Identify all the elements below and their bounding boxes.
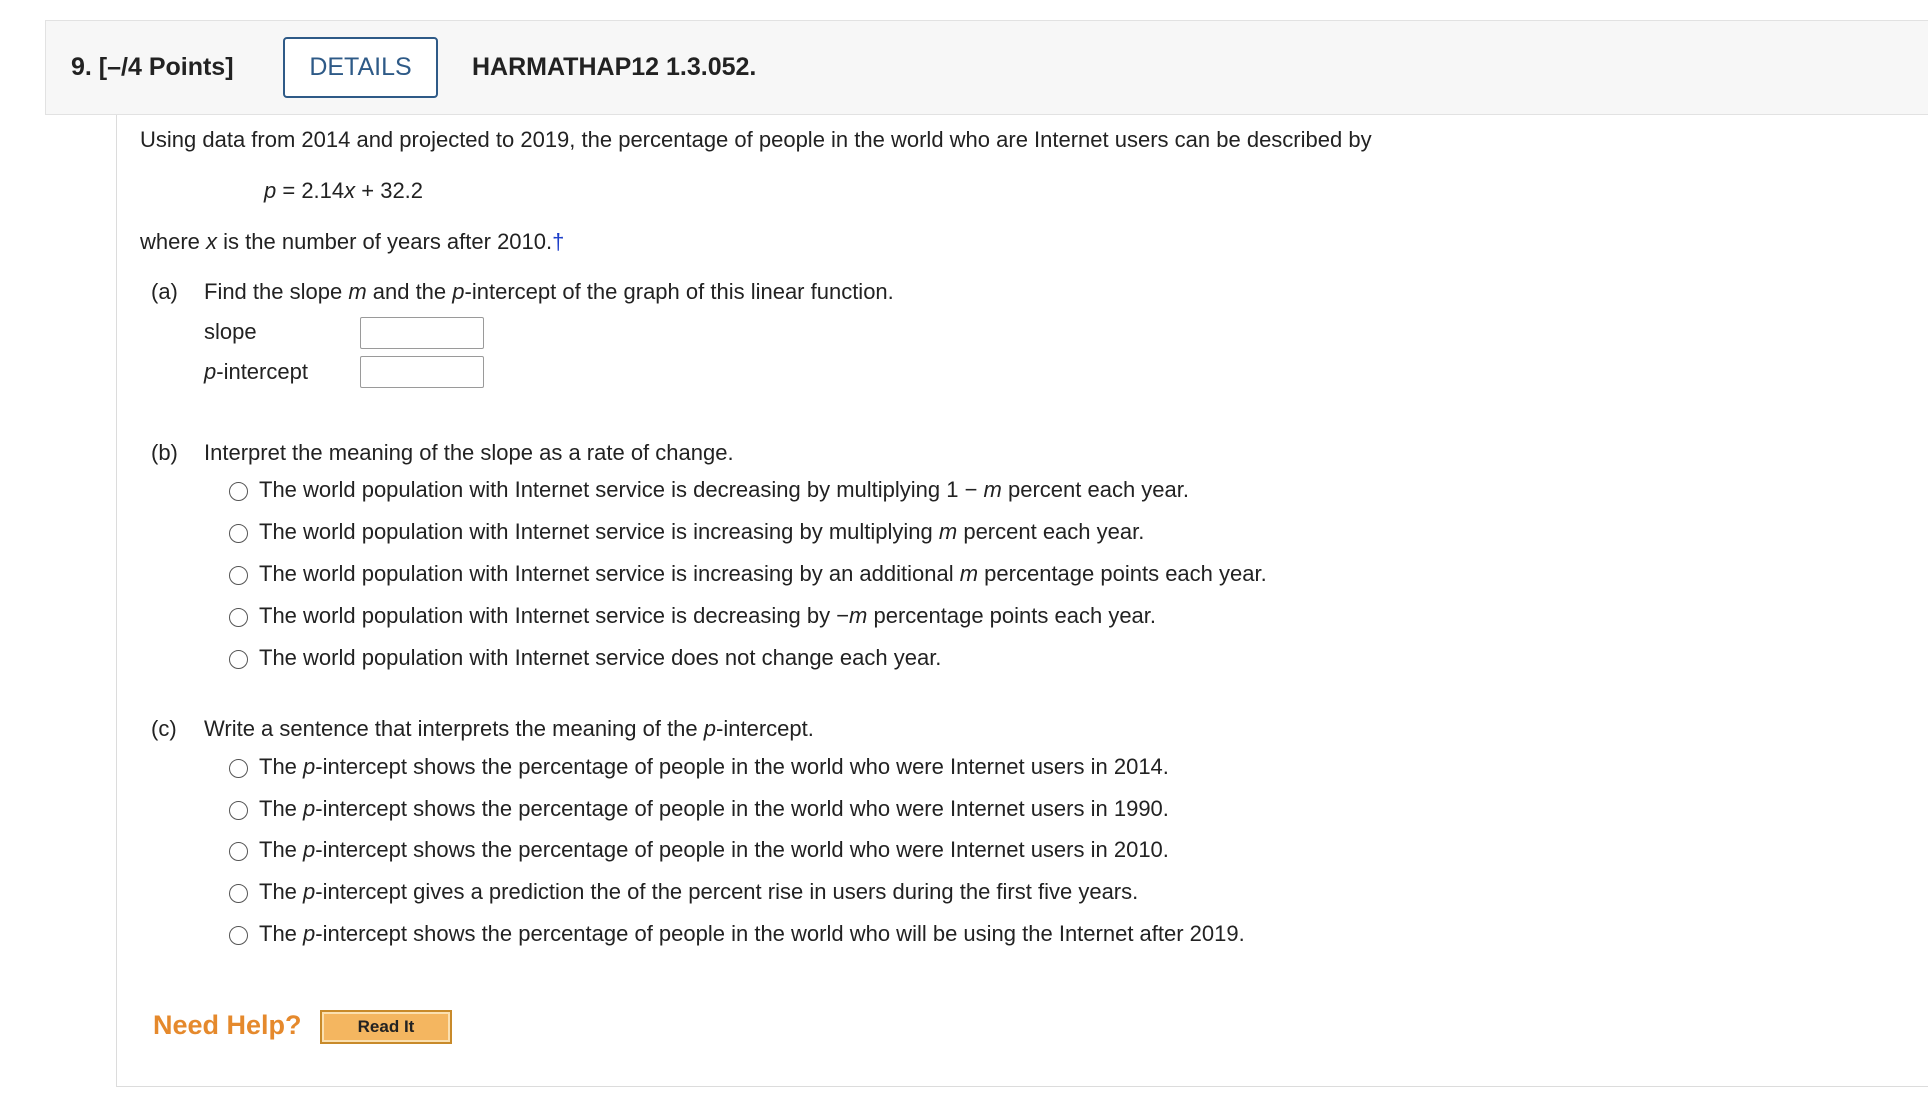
option-text-post: -intercept shows the percentage of people in the world who were Internet users in 1990.	[315, 796, 1169, 821]
option-text	[259, 645, 941, 671]
option-text-var: m	[938, 519, 958, 544]
option-text-var: m	[959, 561, 979, 586]
option-text	[259, 561, 1267, 587]
equation-var-x: x	[344, 178, 356, 203]
option-text-var: m	[849, 603, 868, 628]
option-text-post: percent each year.	[957, 519, 1145, 544]
option-text-var: p	[303, 796, 316, 821]
question-header	[45, 20, 1928, 115]
where-statement	[140, 229, 564, 255]
radio-button[interactable]	[229, 842, 248, 861]
intercept-label-rest: -intercept	[216, 359, 308, 384]
option-text-pre: The	[259, 754, 304, 779]
radio-button[interactable]	[229, 524, 248, 543]
option-text-pre: The	[259, 921, 304, 946]
problem-intro: Using data from 2014 and projected to 2019, the percentage of people in the world who are Internet users can be described by	[140, 127, 1372, 152]
equation	[264, 178, 423, 204]
read-it-button[interactable]: Read It	[320, 1010, 452, 1044]
option-text-post: percentage points each year.	[978, 561, 1267, 586]
equation-var-p: p	[264, 178, 277, 203]
equation-tail: + 32.2	[355, 178, 424, 203]
part-a-q-m: m	[348, 279, 367, 304]
option-text-pre: The world population with Internet service is decreasing by multiplying 1 −	[259, 477, 984, 502]
option-text-pre: The	[259, 837, 304, 862]
option-text	[259, 603, 1156, 629]
option-text-post: -intercept gives a prediction the of the percent rise in users during the first five years.	[315, 879, 1139, 904]
part-c-label: (c)	[151, 716, 177, 741]
option-text	[259, 921, 1245, 947]
part-c-q-pre: Write a sentence that interprets the meaning of the	[204, 716, 704, 741]
part-a-q-pre: Find the slope	[204, 279, 349, 304]
where-suffix: is the number of years after 2010.	[217, 229, 553, 254]
footnote-dagger-link[interactable]: †	[552, 229, 565, 254]
need-help-label: Need Help?	[153, 1010, 302, 1040]
details-button[interactable]: DETAILS	[283, 37, 438, 98]
option-text-pre: The	[259, 796, 304, 821]
equation-equals: = 2.14	[276, 178, 345, 203]
option-text-pre: The world population with Internet service is decreasing by −	[259, 603, 850, 628]
part-a-label: (a)	[151, 279, 178, 304]
option-text	[259, 837, 1169, 863]
radio-button[interactable]	[229, 566, 248, 585]
part-a-q-post: -intercept of the graph of this linear function.	[464, 279, 894, 304]
option-text	[259, 477, 1189, 503]
part-c-q-p: p	[703, 716, 717, 741]
radio-button[interactable]	[229, 926, 248, 945]
radio-button[interactable]	[229, 759, 248, 778]
radio-button[interactable]	[229, 482, 248, 501]
assignment-code: HARMATHAP12 1.3.052.	[472, 53, 757, 81]
part-a-q-p: p	[452, 279, 465, 304]
option-text-post: -intercept shows the percentage of people in the world who were Internet users in 2014.	[315, 754, 1169, 779]
part-b-question: Interpret the meaning of the slope as a rate of change.	[204, 440, 734, 465]
part-c-question	[204, 716, 814, 742]
question-points: 9. [–/4 Points]	[71, 53, 234, 81]
intercept-label	[204, 359, 308, 385]
intercept-input[interactable]	[360, 356, 484, 388]
option-text-var: p	[303, 754, 316, 779]
option-text-pre: The world population with Internet service is increasing by an additional	[259, 561, 960, 586]
option-text-pre: The world population with Internet service is increasing by multiplying	[259, 519, 939, 544]
slope-input[interactable]	[360, 317, 484, 349]
option-text	[259, 796, 1169, 822]
part-c-q-post: -intercept.	[716, 716, 814, 741]
question-body	[116, 115, 1928, 1087]
option-text-post: -intercept shows the percentage of people in the world who will be using the Internet after 2019.	[315, 921, 1245, 946]
option-text-var: m	[983, 477, 1002, 502]
part-b-label: (b)	[151, 440, 178, 465]
option-text-pre: The world population with Internet service does not change each year.	[259, 645, 942, 670]
option-text-post: percentage points each year.	[867, 603, 1157, 628]
option-text-pre: The	[259, 879, 304, 904]
slope-label: slope	[204, 319, 257, 344]
radio-button[interactable]	[229, 801, 248, 820]
intercept-label-p: p	[204, 359, 217, 384]
radio-button[interactable]	[229, 884, 248, 903]
option-text	[259, 754, 1169, 780]
option-text-var: p	[303, 837, 316, 862]
option-text	[259, 519, 1144, 545]
radio-button[interactable]	[229, 608, 248, 627]
option-text-post: -intercept shows the percentage of people in the world who were Internet users in 2010.	[315, 837, 1169, 862]
option-text-var: p	[303, 879, 316, 904]
option-text-var: p	[303, 921, 316, 946]
where-prefix: where	[140, 229, 207, 254]
part-a-q-mid: and the	[366, 279, 453, 304]
where-var-x: x	[206, 229, 218, 254]
option-text-post: percent each year.	[1001, 477, 1189, 502]
option-text	[259, 879, 1138, 905]
part-a-question	[204, 279, 894, 305]
radio-button[interactable]	[229, 650, 248, 669]
